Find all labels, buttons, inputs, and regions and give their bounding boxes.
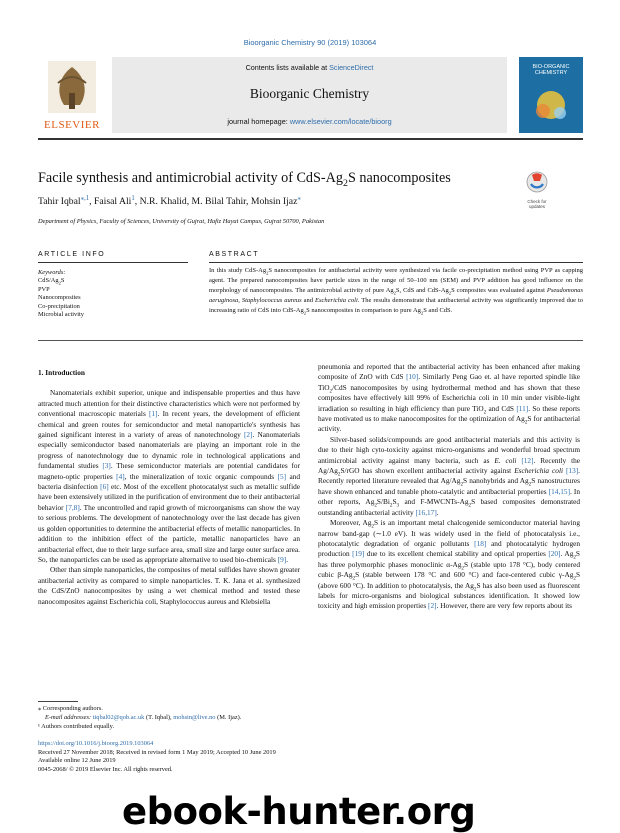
footnote-rule: [38, 701, 78, 702]
corresponding-note: ⁎ Corresponding authors.: [38, 705, 103, 712]
cover-title: BIO-ORGANIC CHEMISTRY: [532, 64, 570, 76]
masthead-center: [112, 57, 507, 133]
equal-contribution-note: ¹ Authors contributed equally.: [38, 722, 115, 730]
body-paragraph: Other than simple nanoparticles, the composites of metal sulfides have shown greater antibacterial activity as compared to simple nanoparticles. T. K. Jana et al. synthesized the CdS/ZnO nanocomposites by using a wet chemical method and tested these nanocomposites against Escherichia coli, Staphylococcus aureus and Klebsiella: [38, 565, 300, 606]
homepage-line: [112, 117, 507, 126]
publication-info: [38, 740, 368, 775]
body-paragraph: pneumonia and reported that the antibacterial activity has been enhanced after making composite of ZnO with CdS [10]. Similarly Peng Gao et. al have reported spindle like TiO$_2$/CdS nanocomposites by using hydrothermal method and has shown that these composites have effectively kill 99% of Escherichia coli in 10 min under visible-light irradiation so resulting in high efficiency than pure TiO$_2$ and CdS [11]. So these reports have motivated us to make nanocomposites for the optimization of $Ag_2S$ for antibacterial activity.: [318, 362, 580, 434]
journal-masthead: [38, 57, 583, 133]
check-for-updates-badge[interactable]: [523, 170, 551, 209]
body-column-right: [318, 362, 580, 612]
homepage-prefix: journal homepage:: [227, 117, 290, 126]
homepage-link[interactable]: www.elsevier.com/locate/bioorg: [289, 117, 392, 126]
sciencedirect-link[interactable]: ScienceDirect: [329, 63, 374, 72]
email-note: E-mail addresses: tiqbal02@qob.ac.uk (T. Iqbal), mohsin@live.no (M. Ijaz).: [45, 713, 242, 721]
footnotes: [38, 705, 338, 732]
affiliation: Department of Physics, Faculty of Sciences, University of Gujrat, Hafiz Hayat Campus, Gujrat 50700, Pakistan: [38, 218, 325, 225]
abstract-rule: [38, 340, 583, 341]
keyword-item: Microbial activity: [38, 311, 84, 319]
copyright: 0045-2068/ © 2019 Elsevier Inc. All rights reserved.: [38, 766, 173, 774]
keyword-item: PVP: [38, 285, 50, 293]
contents-line: [112, 63, 507, 72]
article-info-heading: ARTICLE INFO: [38, 251, 188, 263]
check-updates-label: Check for updates: [527, 199, 547, 209]
elsevier-logo: [38, 57, 106, 133]
contents-prefix: Contents lists available at: [245, 63, 330, 72]
abstract-heading: ABSTRACT: [209, 251, 583, 263]
article-title: Facile synthesis and antimicrobial activity of CdS-$Ag_2S$ nanocomposites: [38, 170, 451, 189]
journal-cover-image: [519, 57, 583, 133]
keyword-item: Co-precipitation: [38, 302, 80, 310]
publisher-name: ELSEVIER: [44, 119, 100, 131]
keyword-item: Nanocomposites: [38, 294, 81, 302]
journal-title: Bioorganic Chemistry: [249, 86, 370, 101]
running-head[interactable]: Bioorganic Chemistry 90 (2019) 103064: [243, 38, 377, 47]
online-date: Available online 12 June 2019: [38, 757, 116, 765]
doi-link[interactable]: https://doi.org/10.1016/j.bioorg.2019.103064: [38, 740, 154, 747]
keywords-block: [38, 269, 188, 319]
author-list: Tahir Iqbal$^{⁎,1}$, Faisal Ali$^1$, N.R. Khalid, M. Bilal Tahir, Mohsin Ijaz⁎: [38, 194, 301, 207]
keywords-label: Keywords:: [38, 269, 66, 276]
body-paragraph: Moreover, $Ag_2S$ is an important metal chalcogenide semiconductor material having narrow band-gap (∼1.0 eV). It was widely used in the field of photocatalysis i.e., photocatalytic degradation of organic pollutants [18] and photocatalytic hydrogen production [19] due to its excellent chemical stability and optical properties [20]. $Ag_2S$ has three polymorphic phases monoclinic $\alpha-Ag_2S$ (stable upto 178 °C), body centered cubic $\beta-Ag_2S$ (stable between 178 °C and 600 °C) and face-centered cubic $\gamma-Ag_2S$ (above 600 °C). In addition to photocatalysis, the $Ag_2S$ has also been used as fluorescent labels for micro-organisms and biological substances identification. It showed low toxicity and high emission properties [2]. However, there are very few reports about its: [318, 518, 581, 611]
body-paragraph: Nanomaterials exhibit superior, unique and indispensable properties and thus have attracted much attention for their distinctive characteristics which were not performed by conventional macroscopic materials [1]. In recent years, the development of efficient chemical and green routes for semiconductor and metal nanoparticle's synthesis has gained significant interest in a variety of areas of nanotechnology [2]. Nanomaterials especially semiconductor based nanomaterials are playing an important role in the progress of nanotechnology due to dynamic role in technological applications and fundamental studies [3]. These semiconductor materials are potential candidates for magneto-optic properties [4], the mineralization of toxic organic compounds [5] and bacteria disinfection [6] etc. Most of the excellent photocatalyst such as metallic sulfide have been extensively utilized in the purification of environment due to their antibacterial behavior [7,8]. The uncontrolled and rapid growth of microorganisms can show the way to serious problems. The development of nanotechnology over the last decade has given us golden opportunities to determine the antibacterial effects of metallic nanoparticles. In addition to the inhibition effect of the particle, metallic nanoparticles have an antibacterial effect, due to their large surface area, small size and large outer surface area. So, the nanoparticles can be used as appropriate alternative to used bio-chemicals [9].: [38, 388, 301, 564]
watermark: ebook-hunter.org: [122, 790, 476, 833]
body-paragraph: Silver-based solids/compounds are good antibacterial materials and this activity is due to their high cyto-toxicity against micro-organisms and wonderful broad spectrum antimicrobial activity against many bacteria, such as E. coli [12]. Recently the $Ag/Ag_2S$/rGO has shown excellent antibacterial activity against Escherichia coli [13]. Recently reported literature revealed that $Ag/Ag_2S$ nanohybrids and $Ag_2S$ nanostructures have shown enhanced and tunable photo-catalytic and antibacterial properties [14,15]. In other reports, $Ag_2S/Bi_2S_3$ and $F-MWCNTs-Ag_2S$ based composites demonstrated outstanding antibacterial activity [16,17].: [318, 434, 580, 517]
body-column-left: [38, 368, 300, 607]
cover-art: [519, 57, 583, 133]
check-updates-icon: [523, 170, 551, 194]
received-dates: Received 27 November 2018; Received in revised form 1 May 2019; Accepted 10 June 2019: [38, 748, 276, 756]
masthead-rule: [38, 138, 583, 140]
abstract-text: In this study CdS-$Ag_2S$ nanocomposites for antibacterial activity were synthesized via facile co-precipitation method using PVP as capping agent. The prepared nanocomposites have particle sizes in the range of 50–100 nm (SEM) and PVP addition has good influence on the morphology of nanocomposites. The antimicrobial activity of pure $Ag_2S$, CdS and CdS-$Ag_2S$ composites was evaluated against Pseudomonas aeruginosa, Staphylococcus aureus and Escherichia coli. The results demonstrate that antibacterial activity was significantly improved due to increasing ratio of CdS into CdS-$Ag_2S$ nanocomposites in comparison to pure $Ag_2S$ and CdS.: [209, 267, 584, 316]
keyword-item: CdS/$Ag_2S$: [38, 277, 65, 286]
section-heading: 1. Introduction: [38, 368, 85, 377]
